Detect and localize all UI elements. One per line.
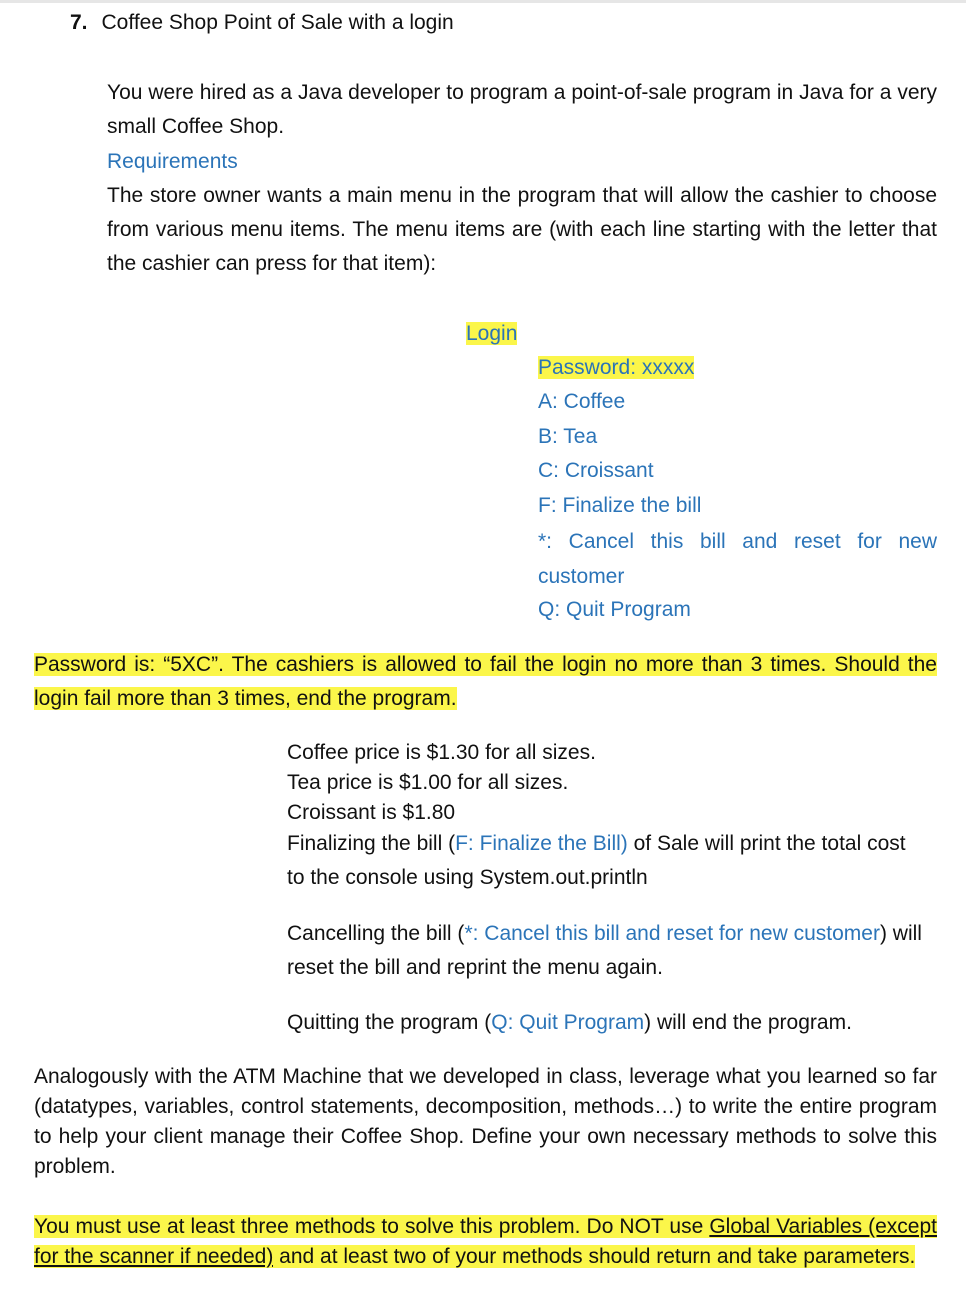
- password-note: Password is: “5XC”. The cashiers is allowed to fail the login no more than 3 times. Should the login fail more than 3 times, end the program.: [34, 653, 937, 710]
- requirements-heading: Requirements: [107, 150, 238, 173]
- price-tea: Tea price is $1.00 for all sizes.: [287, 771, 569, 794]
- menu-item-cancel: *: Cancel this bill and reset for new customer: [538, 530, 937, 588]
- requirements-paragraph: The store owner wants a main menu in the program that will allow the cashier to choose from various menu items. The menu items are (with each line starting with the letter that the cashier can press for that item):: [107, 184, 937, 275]
- intro-paragraph: You were hired as a Java developer to program a point-of-sale program in Java for a very small Coffee Shop.: [107, 81, 937, 138]
- price-coffee: Coffee price is $1.30 for all sizes.: [287, 741, 596, 764]
- menu-item-croissant: C: Croissant: [538, 459, 654, 482]
- cancel-reference: *: Cancel this bill and reset for new customer: [464, 922, 880, 945]
- global-variables-emphasis: Global Variables (except for the scanner if needed): [34, 1215, 937, 1268]
- menu-item-tea: B: Tea: [538, 425, 598, 448]
- section-number: 7.: [70, 11, 88, 34]
- login-label: Login: [466, 322, 518, 345]
- finalize-paragraph: Finalizing the bill (F: Finalize the Bill) of Sale will print the total cost to the console using System.out.println: [287, 832, 906, 889]
- section-title: Coffee Shop Point of Sale with a login: [101, 11, 454, 34]
- section-heading: [70, 10, 454, 36]
- quit-paragraph: Quitting the program (Q: Quit Program) will end the program.: [287, 1011, 852, 1034]
- menu-item-coffee: A: Coffee: [538, 390, 626, 413]
- quit-reference: Q: Quit Program: [491, 1011, 645, 1034]
- menu-item-password: Password: xxxxx: [538, 356, 695, 379]
- finalize-reference: F: Finalize the Bill): [455, 832, 628, 855]
- methods-requirement-note: You must use at least three methods to solve this problem. Do NOT use Global Variables (except for the scanner if needed) and at least two of your methods should return and take parameters.: [34, 1215, 937, 1268]
- cancel-paragraph: Cancelling the bill (*: Cancel this bill and reset for new customer) will reset the bill and reprint the menu again.: [287, 922, 922, 979]
- menu-item-quit: Q: Quit Program: [538, 598, 691, 621]
- page-top-border: [0, 0, 966, 3]
- price-croissant: Croissant is $1.80: [287, 801, 456, 824]
- analogy-paragraph: Analogously with the ATM Machine that we developed in class, leverage what you learned so far (datatypes, variables, control statements, decomposition, methods…) to write the entire program to help your client manage their Coffee Shop. Define your own necessary methods to solve this problem.: [34, 1065, 937, 1178]
- menu-item-finalize: F: Finalize the bill: [538, 494, 702, 517]
